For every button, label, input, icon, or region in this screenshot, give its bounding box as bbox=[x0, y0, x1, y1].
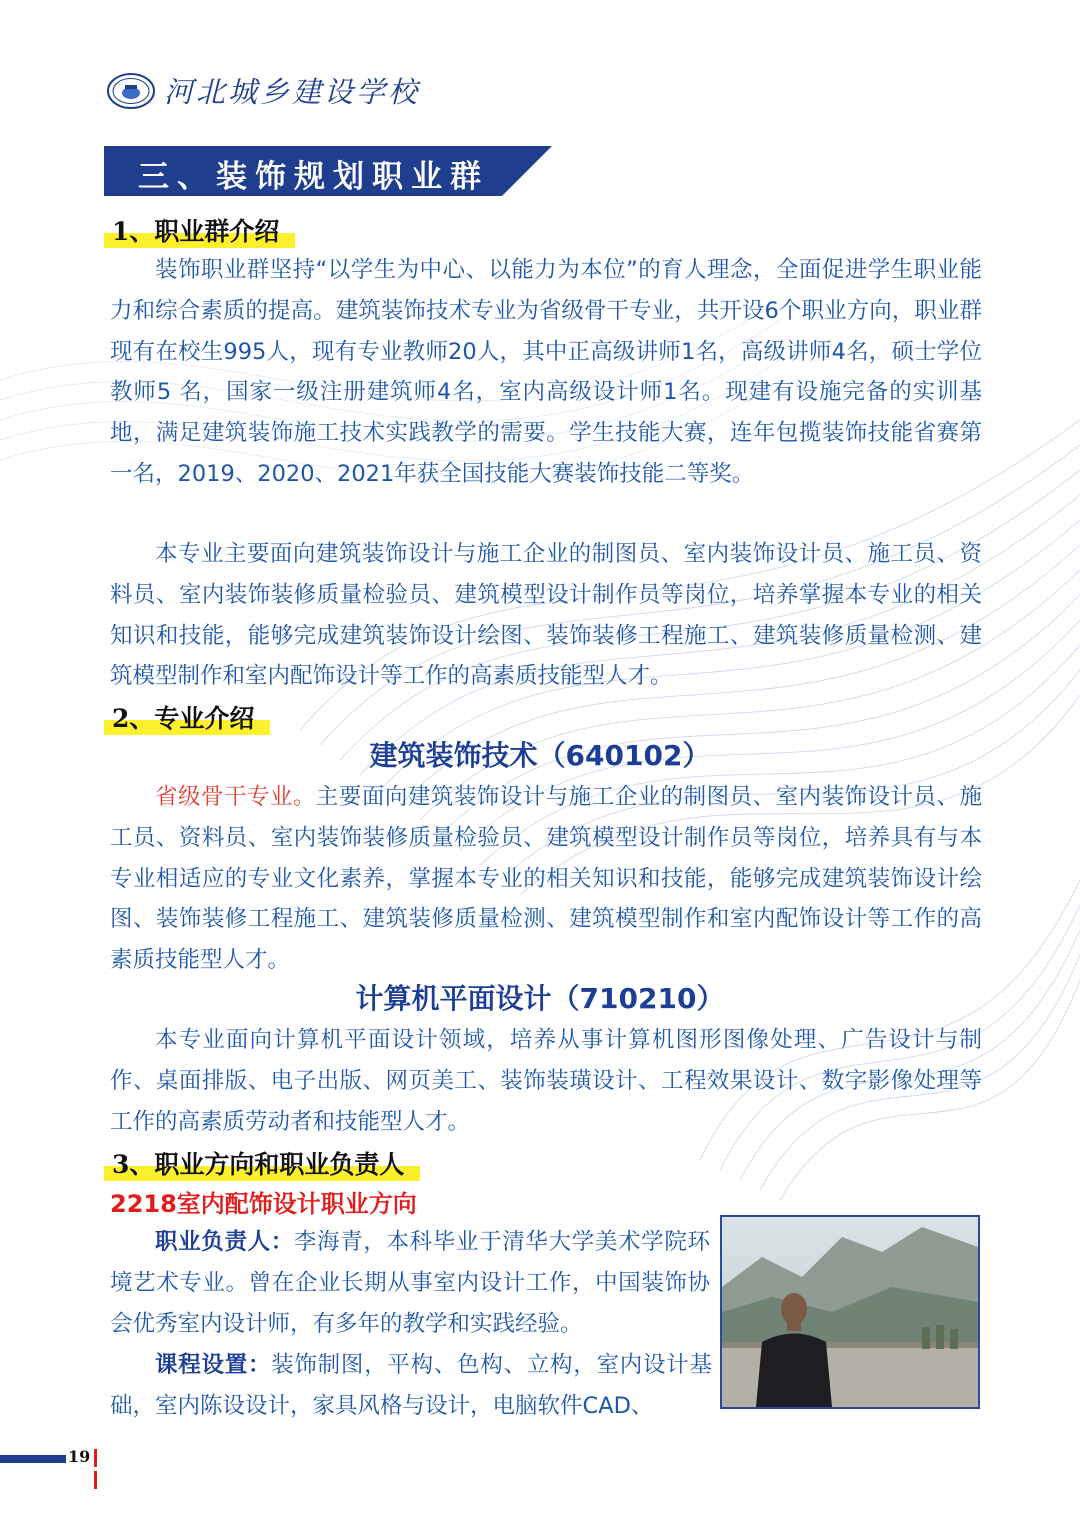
school-header bbox=[106, 70, 420, 111]
major-decoration-paragraph bbox=[110, 777, 982, 981]
section-banner bbox=[104, 146, 552, 196]
leader-label: 职业负责人： bbox=[155, 1229, 294, 1255]
page-marker-icon bbox=[94, 1449, 102, 1467]
intro-paragraph-1: 装饰职业群坚持“以学生为中心、以能力为本位”的育人理念，全面促进学生职业能力和综合素质的提高。建筑装饰技术专业为省级骨干专业，共开设6个职业方向，职业群现有在校生995人，现有专业教师20人，其中正高级讲师1名，高级讲师4名，硕士学位教师5 名，国家一级注册建筑师4名，室内高级设计师1名。现建有设施完备的实训基地，满足建筑装饰施工技术实践教学的需要。学生技能大赛，连年包揽装饰技能省赛第一名，2019、2020、2021年获全国技能大赛装饰技能二等奖。 bbox=[110, 257, 982, 487]
school-name: 河北城乡建设学校 bbox=[164, 75, 421, 109]
heading-text: 1、职业群介绍 bbox=[112, 217, 280, 246]
major-graphic-design-paragraph: 本专业面向计算机平面设计领域，培养从事计算机图形图像处理、广告设计与制作、桌面排版、电子出版、网页美工、装饰装璜设计、工程效果设计、数字影像处理等工作的高素质劳动者和技能型人才。 bbox=[110, 1027, 982, 1135]
key-major-tag: 省级骨干专业。 bbox=[155, 784, 316, 810]
footer-bar bbox=[0, 1455, 66, 1463]
heading-text: 2、专业介绍 bbox=[112, 704, 255, 733]
heading-major-intro bbox=[110, 699, 256, 735]
leader-photo-image bbox=[722, 1217, 978, 1407]
leader-text: 李海青，本科毕业于清华大学美术学院环境艺术专业。曾在企业长期从事室内设计工作，中国装饰协会优秀室内设计师，有多年的教学和实践经验。 bbox=[110, 1229, 710, 1337]
heading-career-group-intro bbox=[110, 212, 281, 248]
leader-paragraph bbox=[110, 1222, 710, 1344]
major-title-graphic-design: 计算机平面设计（710210） bbox=[355, 982, 725, 1015]
school-emblem-icon bbox=[106, 72, 156, 110]
heading-career-directions bbox=[110, 1145, 406, 1181]
course-label: 课程设置： bbox=[155, 1352, 272, 1378]
course-paragraph bbox=[110, 1345, 712, 1427]
course-text: 装饰制图，平构、色构、立构，室内设计基础，室内陈设设计，家具风格与设计，电脑软件CAD、 bbox=[110, 1352, 712, 1419]
major-title-decoration: 建筑装饰技术（640102） bbox=[369, 739, 711, 772]
heading-text: 3、职业方向和职业负责人 bbox=[112, 1150, 405, 1179]
intro-paragraph-2: 本专业主要面向建筑装饰设计与施工企业的制图员、室内装饰设计员、施工员、资料员、室内装饰装修质量检验员、建筑模型设计制作员等岗位，培养掌握本专业的相关知识和技能，能够完成建筑装饰设计绘图、装饰装修工程施工、建筑装修质量检测、建筑模型制作和室内配饰设计等工作的高素质技能型人才。 bbox=[110, 541, 982, 690]
page-number: 19 bbox=[68, 1447, 91, 1466]
direction-title: 2218室内配饰设计职业方向 bbox=[110, 1190, 417, 1218]
major-decoration-desc: 主要面向建筑装饰设计与施工企业的制图员、室内装饰设计员、施工员、资料员、室内装饰装修质量检验员、建筑模型设计制作员等岗位，培养具有与本专业相适应的专业文化素养，掌握本专业的相关知识和技能，能够完成建筑装饰设计绘图、装饰装修工程施工、建筑装修质量检测、建筑模型制作和室内配饰设计等工作的高素质技能型人才。 bbox=[110, 784, 982, 974]
section-title: 三、装饰规划职业群 bbox=[138, 159, 489, 195]
leader-photo bbox=[720, 1215, 980, 1409]
